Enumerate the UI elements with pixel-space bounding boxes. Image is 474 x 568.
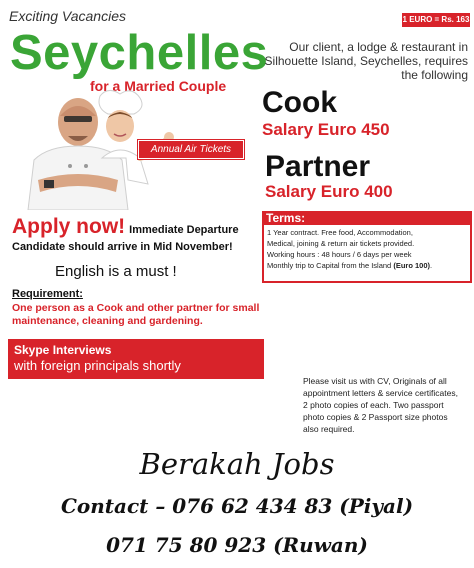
position-title-partner: Partner — [265, 150, 371, 183]
terms-highlight: (Euro 100) — [393, 261, 431, 270]
skype-subtitle: with foreign principals shortly — [14, 358, 181, 373]
exchange-rate-badge: 1 EURO = Rs. 163 — [402, 13, 470, 27]
position-salary-partner: Salary Euro 400 — [265, 182, 393, 201]
contact-line-1: Contact – 076 62 434 83 (Piyal) — [60, 494, 414, 518]
apply-row — [12, 215, 239, 239]
contact-line-2: 071 75 80 923 (Ruwan) — [106, 533, 368, 557]
intro-text: Our client, a lodge & restaurant in Silhouette Island, Seychelles, requires the following — [264, 40, 468, 82]
requirement-label: Requirement: — [12, 288, 83, 300]
terms-line — [267, 260, 469, 271]
agency-name: Berakah Jobs — [139, 447, 335, 481]
kicker-text: Exciting Vacancies — [9, 8, 126, 24]
apply-headline: Apply now! — [12, 215, 126, 238]
skype-title: Skype Interviews — [14, 343, 112, 357]
terms-header: Terms: — [262, 211, 472, 225]
position-title-cook: Cook — [262, 86, 337, 119]
terms-line-text: Monthly trip to Capital from the Island — [267, 261, 392, 270]
headline-subtitle: for a Married Couple — [90, 78, 227, 94]
english-note: English is a must ! — [55, 263, 177, 280]
terms-list — [267, 227, 469, 271]
terms-line: 1 Year contract. Free food, Accommodation, — [267, 228, 413, 237]
requirement-text: One person as a Cook and other partner for small maintenance, cleaning and gardening. — [12, 302, 260, 327]
visit-instructions: Please visit us with CV, Originals of all appointment letters & service certificates, 2 photo copies of each. Two passport photo copies & 2 Passport size photos also required. — [303, 376, 458, 434]
skype-banner — [8, 339, 264, 379]
air-tickets-tag: Annual Air Tickets — [138, 140, 244, 159]
terms-line: Medical, joining & return air tickets provided. — [267, 239, 415, 248]
departure-note: Immediate Departure — [129, 224, 239, 236]
headline-title: Seychelles — [10, 26, 269, 80]
candidate-note: Candidate should arrive in Mid November! — [12, 241, 233, 253]
position-salary-cook: Salary Euro 450 — [262, 120, 390, 139]
terms-line-end: . — [430, 261, 433, 270]
terms-line: Working hours : 48 hours / 6 days per week — [267, 250, 412, 259]
